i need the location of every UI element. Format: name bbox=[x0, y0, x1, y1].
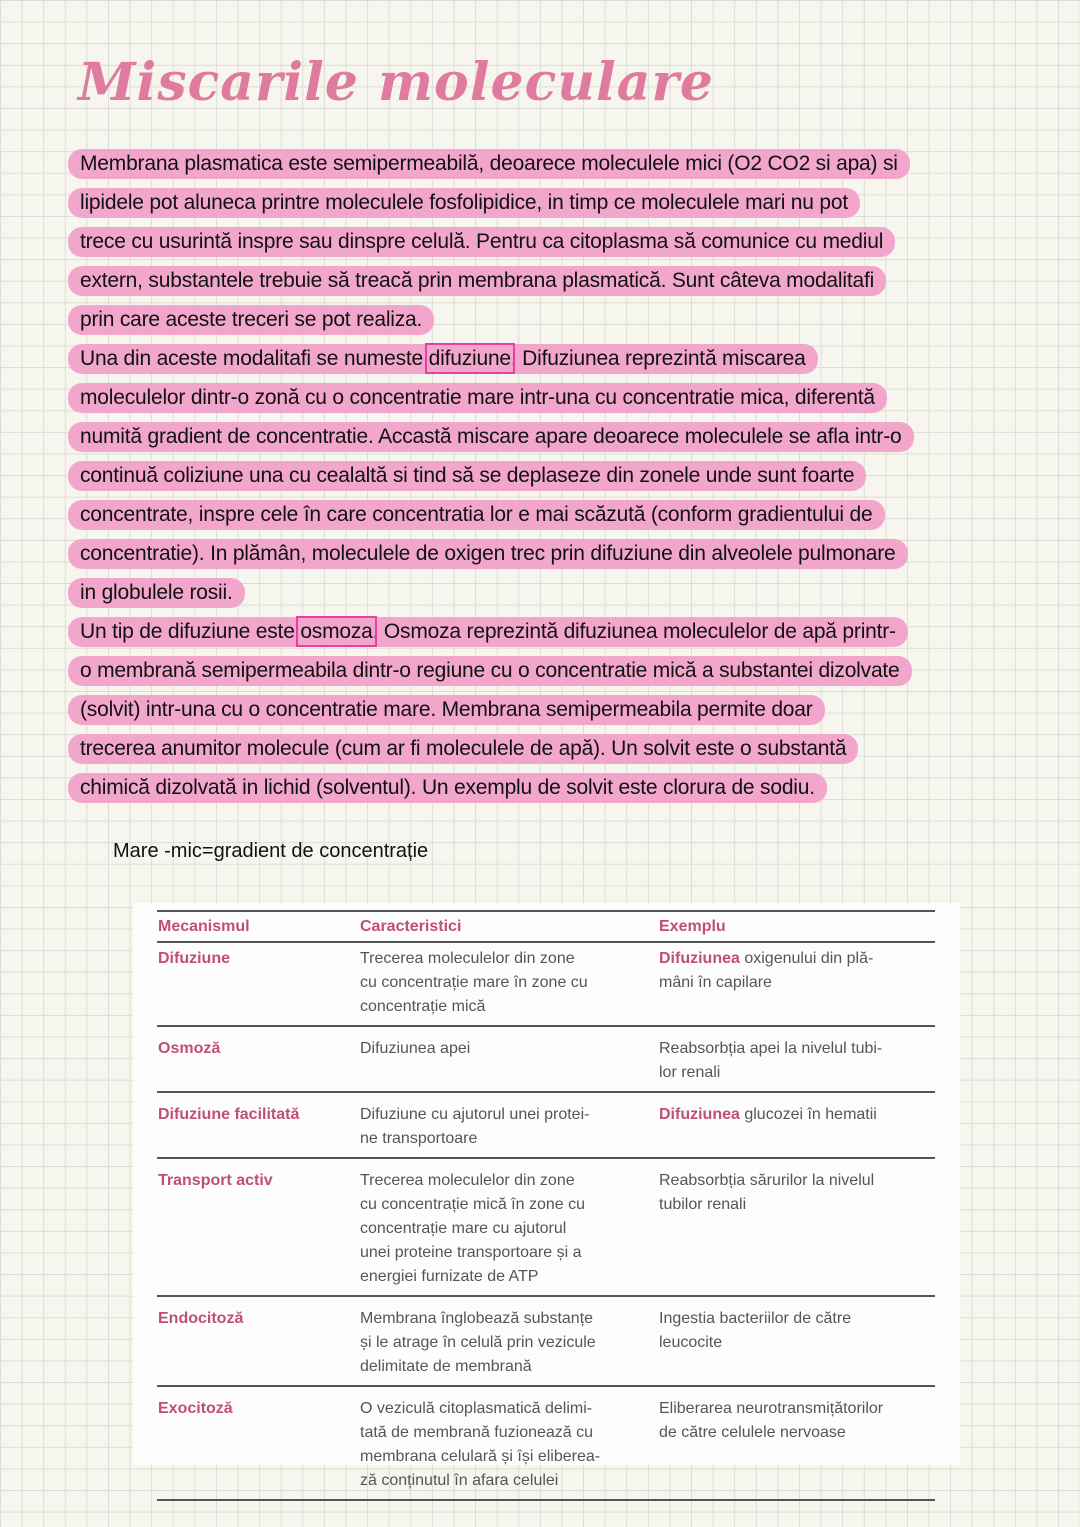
note-line bbox=[68, 378, 1028, 417]
boxed-term-osmoza: osmoza bbox=[300, 619, 373, 643]
example-text: glucozei în hematii bbox=[739, 1106, 877, 1123]
table-cell-example bbox=[659, 947, 873, 995]
example-text: mâni în capilare bbox=[659, 974, 772, 991]
cell-line bbox=[659, 1193, 874, 1217]
note-line bbox=[68, 456, 1028, 495]
text: Un tip de difuziune este bbox=[80, 619, 301, 643]
table-cell-example bbox=[659, 1169, 874, 1217]
table-header: Exemplu bbox=[659, 918, 726, 935]
example-text: leucocite bbox=[659, 1334, 723, 1351]
example-text: oxigenului din plă- bbox=[739, 950, 874, 967]
page-title: Miscarile moleculare bbox=[78, 52, 714, 113]
note-line bbox=[68, 222, 1028, 261]
note-line bbox=[68, 651, 1028, 690]
note-line bbox=[68, 612, 1028, 651]
highlighted-text: concentrate, inspre cele în care concentratia lor e mai scăzută (conform gradientului de bbox=[68, 500, 885, 530]
formula-note: Mare -mic=gradient de concentrație bbox=[113, 840, 429, 862]
cell-line bbox=[659, 947, 873, 971]
table-cell-mechanism: Endocitoză bbox=[158, 1310, 244, 1327]
highlighted-text: moleculelor dintr-o zonă cu o concentratie mare intr-una cu concentratie mica, diferentă bbox=[68, 383, 887, 413]
note-line bbox=[68, 534, 1028, 573]
cell-line: cu concentrație mică în zone cu bbox=[360, 1196, 586, 1213]
highlighted-text: numită gradient de concentratie. Accastă miscare apare deoarece moleculele se afla intr-o bbox=[68, 422, 914, 452]
example-text: de către celulele nervoase bbox=[659, 1424, 846, 1441]
example-text: Eliberarea neurotransmițătorilor bbox=[659, 1400, 884, 1417]
example-text: Reabsorbția apei la nivelul tubi- bbox=[659, 1040, 883, 1057]
highlighted-text: extern, substantele trebuie să treacă prin membrana plasmatică. Sunt câteva modalitafi bbox=[68, 266, 886, 296]
table-cell-mechanism: Transport activ bbox=[158, 1172, 273, 1189]
example-text: tubilor renali bbox=[659, 1196, 747, 1213]
cell-line: Trecerea moleculelor din zone bbox=[360, 950, 575, 967]
cell-line: ne transportoare bbox=[360, 1130, 478, 1147]
note-line bbox=[68, 495, 1028, 534]
example-highlight: Difuziunea bbox=[659, 950, 740, 967]
note-line bbox=[68, 261, 1028, 300]
cell-line bbox=[659, 1169, 874, 1193]
highlighted-text: chimică dizolvată in lichid (solventul). Un exemplu de solvit este clorura de sodiu. bbox=[68, 773, 827, 803]
table-cell-characteristics bbox=[360, 1037, 470, 1061]
table-rule bbox=[157, 910, 935, 912]
cell-line: unei proteine transportoare și a bbox=[360, 1244, 582, 1261]
note-line bbox=[68, 729, 1028, 768]
table-cell-example bbox=[659, 1037, 882, 1085]
note-line bbox=[68, 183, 1028, 222]
table-rule bbox=[157, 1295, 935, 1297]
notes-body bbox=[68, 144, 1028, 807]
highlighted-text: lipidele pot aluneca printre moleculele fosfolipidice, in timp ce moleculele mari nu pot bbox=[68, 188, 860, 218]
table-cell-mechanism: Osmoză bbox=[158, 1040, 221, 1057]
note-line bbox=[68, 339, 1028, 378]
highlighted-text: concentratie). In plămân, moleculele de oxigen trec prin difuziune din alveolele pulmonare bbox=[68, 539, 908, 569]
table-header: Mecanismul bbox=[158, 918, 250, 935]
cell-line: concentrație mică bbox=[360, 998, 486, 1015]
highlighted-text: o membrană semipermeabila dintr-o regiune cu o concentratie mică a substantei dizolvate bbox=[68, 656, 912, 686]
highlighted-text: continuă coliziune una cu cealaltă si tind să se deplaseze din zonele unde sunt foarte bbox=[68, 461, 866, 491]
note-line bbox=[68, 690, 1028, 729]
cell-line: și le atrage în celulă prin vezicule bbox=[360, 1334, 596, 1351]
example-text: lor renali bbox=[659, 1064, 721, 1081]
table-cell-example bbox=[659, 1307, 851, 1355]
cell-line: delimitate de membrană bbox=[360, 1358, 532, 1375]
table-cell-characteristics bbox=[360, 1169, 585, 1289]
table-cell-mechanism: Exocitoză bbox=[158, 1400, 233, 1417]
cell-line: tată de membrană fuzionează cu bbox=[360, 1424, 594, 1441]
highlighted-text: trece cu usurintă inspre sau dinspre celulă. Pentru ca citoplasma să comunice cu mediul bbox=[68, 227, 895, 257]
note-line bbox=[68, 300, 1028, 339]
cell-line bbox=[659, 971, 873, 995]
table-cell-characteristics bbox=[360, 947, 588, 1019]
cell-line: Difuziune cu ajutorul unei protei- bbox=[360, 1106, 590, 1123]
cell-line bbox=[659, 1037, 882, 1061]
note-line bbox=[68, 573, 1028, 612]
cell-line: Difuziunea apei bbox=[360, 1040, 471, 1057]
cell-line bbox=[659, 1421, 883, 1445]
cell-line: cu concentrație mare în zone cu bbox=[360, 974, 588, 991]
example-text: Reabsorbția sărurilor la nivelul bbox=[659, 1172, 875, 1189]
note-line bbox=[68, 144, 1028, 183]
highlighted-text: Membrana plasmatica este semipermeabilă, deoarece moleculele mici (O2 CO2 si apa) si bbox=[68, 149, 910, 179]
highlighted-text bbox=[68, 344, 818, 374]
highlighted-text: (solvit) intr-una cu o concentratie mare. Membrana semipermeabila permite doar bbox=[68, 695, 825, 725]
table-cell-characteristics bbox=[360, 1103, 589, 1151]
cell-line: Trecerea moleculelor din zone bbox=[360, 1172, 575, 1189]
cell-line: O veziculă citoplasmatică delimi- bbox=[360, 1400, 593, 1417]
highlighted-text: trecerea anumitor molecule (cum ar fi moleculele de apă). Un solvit este o substantă bbox=[68, 734, 858, 764]
highlighted-text bbox=[68, 617, 908, 647]
table-rule bbox=[157, 1499, 935, 1501]
cell-line bbox=[659, 1307, 851, 1331]
boxed-term-difuziune: difuziune bbox=[428, 346, 511, 370]
cell-line: ză conținutul în afara celulei bbox=[360, 1472, 559, 1489]
table-rule bbox=[157, 1157, 935, 1159]
mechanisms-table bbox=[133, 903, 960, 1489]
cell-line: concentrație mare cu ajutorul bbox=[360, 1220, 567, 1237]
example-highlight: Difuziunea bbox=[659, 1106, 740, 1123]
table-cell-mechanism: Difuziune facilitată bbox=[158, 1106, 300, 1123]
example-text: Ingestia bacteriilor de către bbox=[659, 1310, 852, 1327]
highlighted-text: prin care aceste treceri se pot realiza. bbox=[68, 305, 434, 335]
note-line bbox=[68, 768, 1028, 807]
cell-line bbox=[659, 1397, 883, 1421]
table-cell-characteristics bbox=[360, 1307, 596, 1379]
table-cell-example bbox=[659, 1103, 877, 1127]
text: . Osmoza reprezintă difuziunea moleculelor de apă printr- bbox=[372, 619, 896, 643]
table-header: Caracteristici bbox=[360, 918, 462, 935]
table-cell-characteristics bbox=[360, 1397, 600, 1493]
highlighted-text: in globulele rosii. bbox=[68, 578, 245, 608]
cell-line: Membrana înglobează substanțe bbox=[360, 1310, 594, 1327]
table-cell-mechanism: Difuziune bbox=[158, 950, 230, 967]
cell-line: membrana celulară și își eliberea- bbox=[360, 1448, 601, 1465]
table-rule bbox=[157, 1385, 935, 1387]
cell-line bbox=[659, 1061, 882, 1085]
table-rule bbox=[157, 1025, 935, 1027]
table-rule bbox=[157, 1091, 935, 1093]
table-cell-example bbox=[659, 1397, 883, 1445]
text: . Difuziunea reprezintă miscarea bbox=[510, 346, 806, 370]
cell-line bbox=[659, 1103, 877, 1127]
cell-line: energiei furnizate de ATP bbox=[360, 1268, 539, 1285]
table-rule bbox=[157, 941, 935, 943]
text: Una din aceste modalitafi se numeste bbox=[80, 346, 429, 370]
note-line bbox=[68, 417, 1028, 456]
cell-line bbox=[659, 1331, 851, 1355]
